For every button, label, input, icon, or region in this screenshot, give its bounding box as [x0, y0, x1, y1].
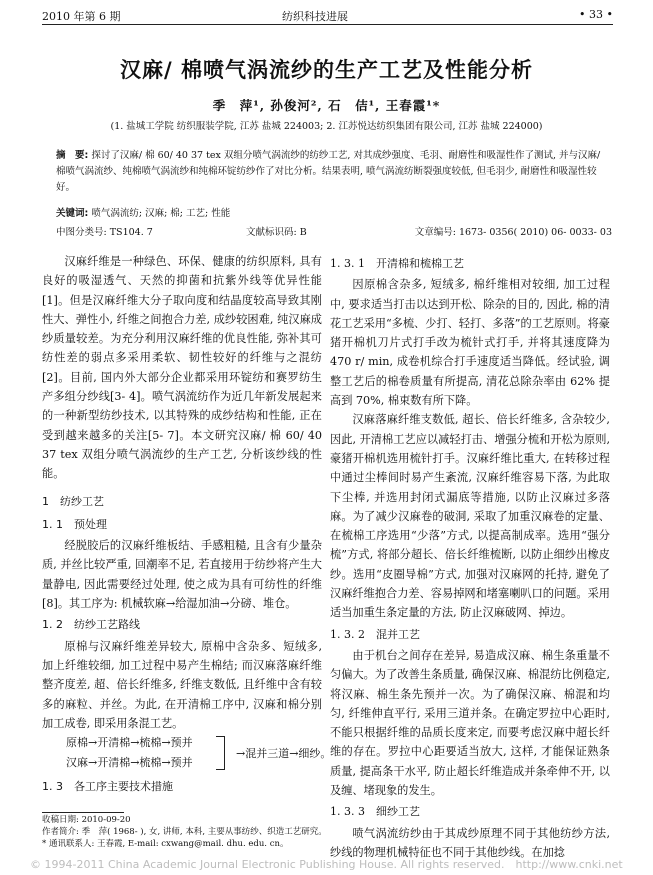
subsubsection-heading: 1. 3. 3 细纱工艺	[330, 805, 420, 819]
opening-cotton-paragraph: 因原棉含杂多, 短绒多, 棉纤维相对较细, 加工过程中, 要求适当打击以达到开松、除杂的目的, 因此, 棉的清花工艺采用“多梳、少打、轻打、多落”的工艺原则。将豪猪开棉机刀片式打手改为梳针式打手, 并将其速度降为 470 r/ min, 成卷机综合打手速度适当降低。经试验, 调整工艺后的棉卷质量有所提高, 清花总除杂率由 62% 提高到 70%, 棉束数有所下降。	[330, 278, 610, 408]
subsubsection-heading: 1. 3. 2 混并工艺	[330, 627, 420, 641]
subsubsection-heading: 1. 3. 1 开清棉和梳棉工艺	[330, 257, 464, 270]
flow-merge: →混并三道→细纱。	[236, 747, 332, 761]
keywords	[56, 205, 230, 219]
page-number: • 33 •	[579, 8, 613, 21]
keywords-label: 关键词:	[56, 208, 89, 219]
document-code: 文献标识码: B	[246, 227, 307, 238]
flow-row-hemp: 汉麻→开清棉→梳棉→预并	[66, 756, 193, 770]
corresponding-author: * 通讯联系人: 王春霞, E-mail: cxwang@mail. dhu. edu. cn。	[42, 839, 289, 849]
issue-label: 2010 年第 6 期	[42, 10, 121, 23]
authors: 季 萍¹, 孙俊河², 石 佶¹, 王春霞¹*	[212, 98, 441, 113]
intro-paragraph: 汉麻纤维是一种绿色、环保、健康的纺织原料, 具有良好的吸湿透气、天然的抑菌和抗紫外线等优异性能[1]。但是汉麻纤维大分子取向度和结晶度较高导致其刚性大、弹性小, 纤维之间抱合力差, 成纱较困难, 纯汉麻成纱质量较差。为充分利用汉麻纤维的优良性能, 弥补其可纺性差的弱点多采用柔软、韧性较好的纤维与之混纺[2]。目前, 国内外大部分企业都采用环锭纺和赛罗纺生产多组分纱线[3- 4]。喷气涡流纺作为近几年新发展起来的一种新型纺纱技术, 以其特殊的成纱结构和性能, 正在受到越来越多的关注[5- 7]。本文研究汉麻/ 棉 60/ 40 37 tex 双组分喷气涡流纱的生产工艺, 分析该纱线的性能。	[42, 255, 322, 481]
subsection-heading: 1. 1 预处理	[42, 517, 107, 531]
copyright-watermark: © 1994-2011 China Academic Journal Electronic Publishing House. All rights reserved. http://www.cnki.net	[30, 858, 623, 871]
keywords-text: 喷气涡流纺; 汉麻; 棉; 工艺; 性能	[91, 208, 231, 219]
right-column	[330, 252, 610, 862]
paper-title: 汉麻/ 棉喷气涡流纱的生产工艺及性能分析	[120, 57, 533, 82]
process-route-paragraph: 原棉与汉麻纤维差异较大, 原棉中含杂多、短绒多, 加上纤维较细, 加工过程中易产生棉结; 而汉麻落麻纤维整齐度差, 超、倍长纤维多, 纤维支数低, 且纤维中含有较多的麻粒、并丝。为此, 在开清棉工序中, 汉麻和棉分别加工成卷, 即采用条混工艺。	[42, 639, 322, 730]
flow-row-cotton: 原棉→开清棉→梳棉→预并	[66, 736, 193, 750]
article-number: 文章编号: 1673- 0356( 2010) 06- 0033- 03	[414, 227, 612, 238]
drawing-paragraph: 由于机台之间存在差异, 易造成汉麻、棉生条重量不匀偏大。为了改善生条质量, 确保汉麻、棉混纺比例稳定, 将汉麻、棉生条先预并一次。为了确保汉麻、棉混和均匀, 纤维伸直平行, 采用三道并条。在确定罗拉中心距时, 不能只根据纤维的品质长度来定, 而要考虑汉麻中超长纤维的存在。罗拉中心距要适当放大, 这样, 才能保证熟条质量, 提高条干水平, 防止超长纤维造成并条牵伸不开, 以及缠、堵现象的发生。	[330, 648, 610, 798]
affiliation: (1. 盐城工学院 纺织服装学院, 江苏 盐城 224003; 2. 江苏悦达纺织集团有限公司, 江苏 盐城 224000)	[110, 121, 543, 132]
footnote	[42, 814, 332, 850]
footnote-rule	[42, 812, 124, 813]
left-column	[42, 252, 332, 798]
journal-name: 纺织科技进展	[282, 10, 348, 23]
author-bio: 作者简介: 季 萍( 1968- ), 女, 讲师, 本科, 主要从事纺纱、织造工艺研究。	[42, 827, 327, 837]
process-flow-diagram	[66, 733, 332, 775]
clc-number: 中图分类号: TS104. 7	[56, 227, 153, 238]
spinning-paragraph: 喷气涡流纺纱由于其成纱原理不同于其他纺纱方法, 纱线的物理机械特征也不同于其他纱线。在加捻	[330, 826, 610, 859]
subsection-heading: 1. 3 各工序主要技术措施	[42, 780, 173, 794]
running-header	[42, 8, 613, 25]
subsection-heading: 1. 2 纺纱工艺路线	[42, 618, 140, 632]
opening-hemp-paragraph: 汉麻落麻纤维支数低, 超长、倍长纤维多, 含杂较少, 因此, 开清棉工艺应以减轻打击、增强分梳和开松为原则, 豪猪开棉机选用梳针打手。汉麻纤维比重大, 在转移过程中通过尘棒间时易产生紊流, 汉麻纤维容易下落, 为此取下尘棒, 并选用封闭式漏底等措施, 以防止汉麻过多落麻。为了减少汉麻卷的破洞, 采取了加重汉麻卷的定量、在梳棉工序选用“少落”方式, 以提高制成率。选用“强分梳”方式, 将部分超长、倍长纤维梳断, 以防止细纱出橡皮纱。选用“皮圈导棉”方式, 加强对汉麻网的托持, 避免了汉麻纤维抱合力差、容易掉网和堵塞喇叭口的问题。采用适当加重生条定量的方法, 防止汉麻破网、掉边。	[330, 413, 610, 620]
section-heading: 1 纺纱工艺	[42, 494, 104, 508]
abstract-label: 摘 要:	[56, 150, 89, 161]
received-date: 收稿日期: 2010-09-20	[42, 815, 131, 825]
classification-line	[56, 224, 612, 238]
pretreatment-paragraph: 经脱胶后的汉麻纤维板结、手感粗糙, 且含有少量杂质, 并丝比较严重, 回潮率不足, 若直接用于纺纱将产生大量静电, 因此需要经过处理, 使之成为具有可纺性的纤维[8]。其工序为: 机械软麻→给湿加油→分磅、堆仓。	[42, 539, 322, 611]
abstract	[56, 148, 606, 196]
abstract-text: 探讨了汉麻/ 棉 60/ 40 37 tex 双组分喷气涡流纱的纺纱工艺, 对其成纱强度、毛羽、耐磨性和吸湿性作了测试, 并与汉麻/ 棉喷气涡流纱、纯棉喷气涡流纱和纯棉环锭纺纱作了对比分析。结果表明, 喷气涡流纺断裂强度较低, 但毛羽少, 耐磨性和吸湿性较好。	[56, 150, 601, 193]
flow-brace	[216, 736, 225, 770]
